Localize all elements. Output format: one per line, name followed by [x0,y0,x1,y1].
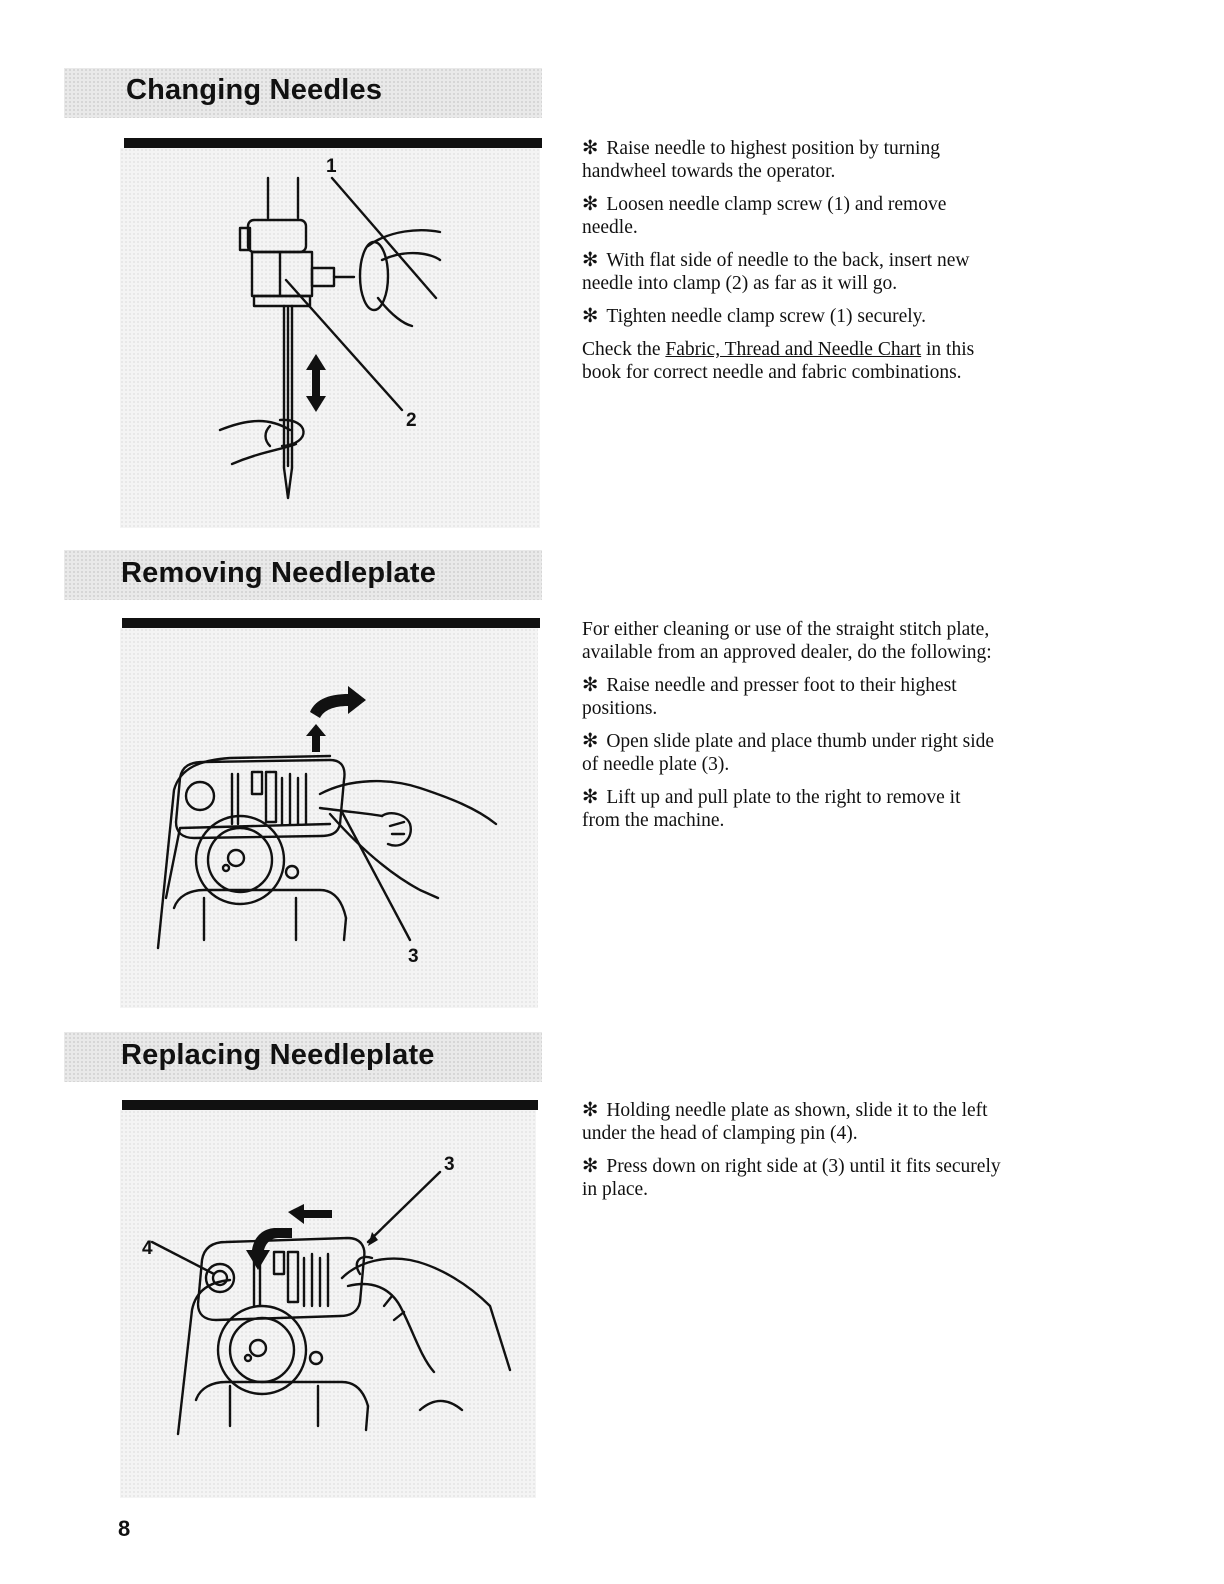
heading-removing-needleplate: Removing Needleplate [121,557,437,589]
callout-3-replace: 3 [444,1154,455,1175]
step-marker: ✻ [582,1100,599,1121]
step-marker: ✻ [582,675,599,696]
step-lift-pull-plate: ✻ Lift up and pull plate to the right to remove it from the machine. [582,787,961,831]
illustration-replacing-needleplate [120,1110,536,1498]
illustration-removing-needleplate [120,628,538,1008]
callout-2: 2 [406,410,417,431]
step-marker: ✻ [582,731,599,752]
instructions-changing-needles [582,137,1002,394]
callout-4: 4 [142,1238,153,1259]
heading-replacing-needleplate: Replacing Needleplate [121,1039,435,1071]
step-press-down-right: ✻ Press down on right side at (3) until it fits securely in place. [582,1156,1001,1200]
intro-straight-stitch-plate: For either cleaning or use of the straight stitch plate, available from an approved dealer, do the following: [582,619,992,663]
step-marker: ✻ [582,250,599,271]
instructions-removing-needleplate [582,618,1002,842]
step-raise-needle: ✻ Raise needle to highest position by turning handwheel towards the operator. [582,138,940,182]
section-rule-removing [122,618,540,628]
section-rule-replacing [122,1100,538,1110]
step-marker: ✻ [582,787,599,808]
step-insert-needle: ✻ With flat side of needle to the back, insert new needle into clamp (2) as far as it will go. [582,250,970,294]
step-marker: ✻ [582,306,599,327]
step-marker: ✻ [582,194,599,215]
note-needle-chart: Check the Fabric, Thread and Needle Chart in this book for correct needle and fabric combinations. [582,339,975,383]
needle-clamp-drawing [120,148,540,528]
needleplate-replace-drawing [120,1110,536,1498]
illustration-changing-needles [120,148,540,528]
step-tighten-screw: ✻ Tighten needle clamp screw (1) securely. [582,306,926,327]
step-slide-plate-left: ✻ Holding needle plate as shown, slide it to the left under the head of clamping pin (4). [582,1100,988,1144]
step-marker: ✻ [582,138,599,159]
callout-1: 1 [326,156,337,177]
section-rule-changing [124,138,542,148]
step-loosen-screw: ✻ Loosen needle clamp screw (1) and remove needle. [582,194,947,238]
heading-changing-needles: Changing Needles [126,74,383,106]
instructions-replacing-needleplate [582,1099,1002,1211]
page-number: 8 [118,1516,131,1541]
callout-3: 3 [408,946,419,967]
needleplate-removal-drawing [120,628,538,1008]
step-marker: ✻ [582,1156,599,1177]
step-raise-needle-foot: ✻ Raise needle and presser foot to their highest positions. [582,675,957,719]
link-fabric-thread-needle-chart[interactable]: Fabric, Thread and Needle Chart [665,339,922,360]
step-open-slide-plate: ✻ Open slide plate and place thumb under right side of needle plate (3). [582,731,995,775]
